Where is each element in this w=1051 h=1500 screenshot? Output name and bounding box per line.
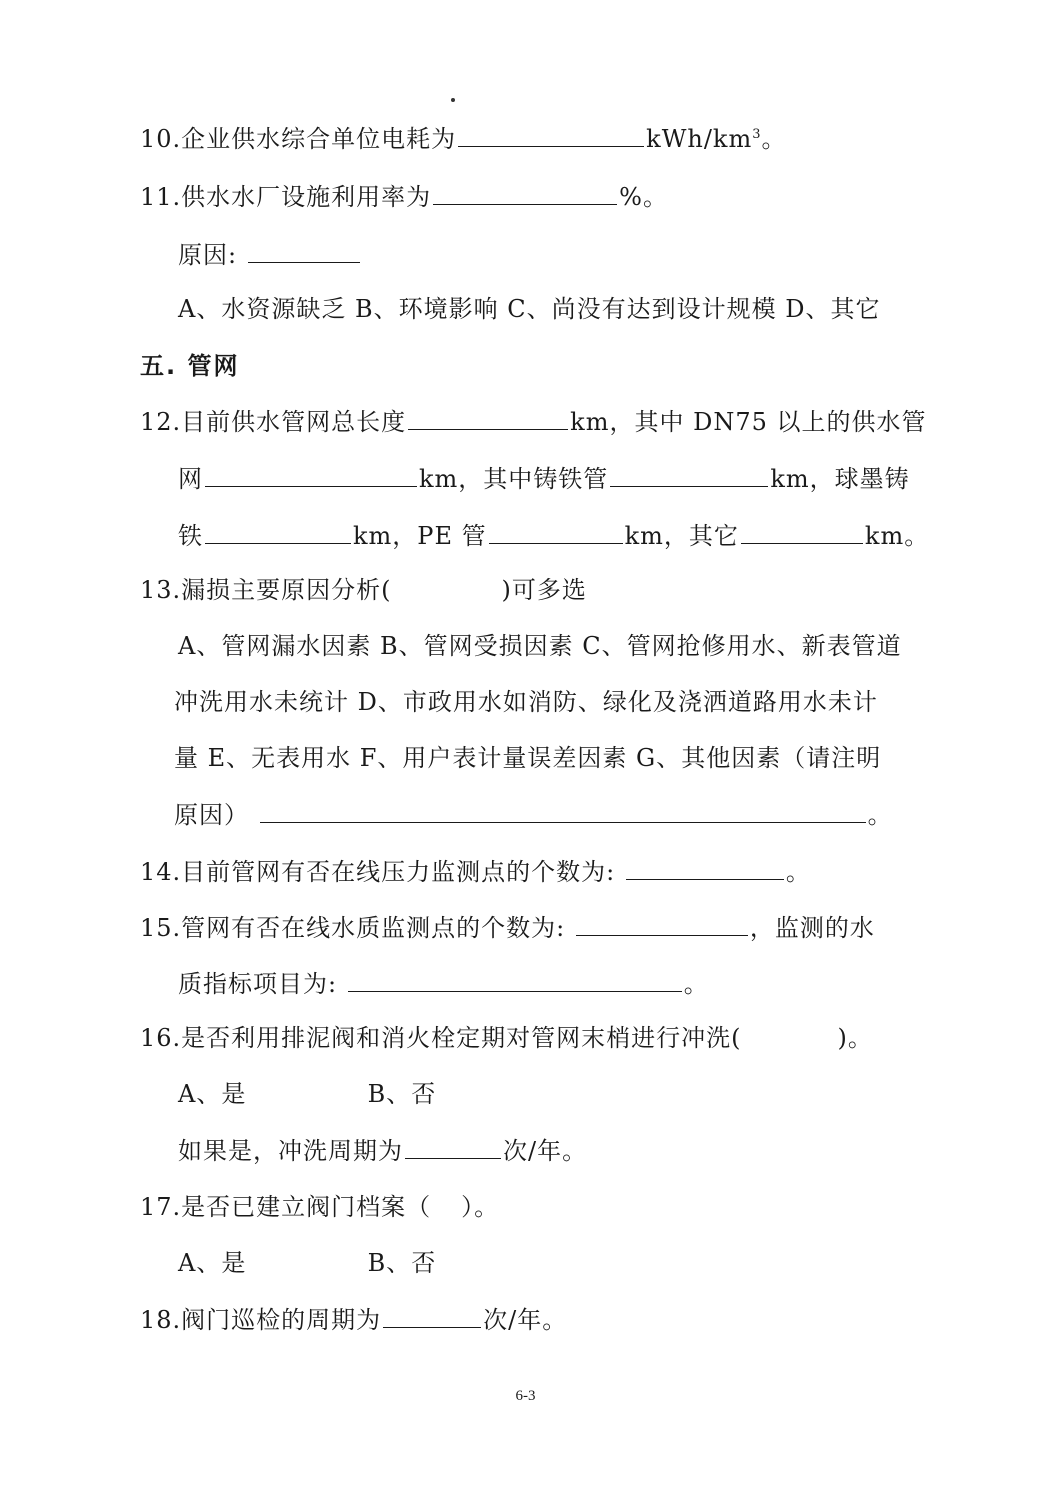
q12-l3-a: km，PE 管 — [353, 522, 487, 550]
q14-blank[interactable] — [626, 855, 784, 880]
q16-options — [178, 1078, 436, 1110]
question-15-line2 — [178, 967, 709, 1000]
q15-text: 15.管网有否在线水质监测点的个数为: — [140, 914, 566, 942]
q13-option-line1 — [178, 630, 902, 662]
q16-if-yes-text: 如果是，冲洗周期为 — [178, 1137, 403, 1165]
q13-option-line4 — [174, 798, 893, 831]
q13-opt4-end: 。 — [867, 801, 893, 829]
q14-end: 。 — [785, 858, 811, 886]
q13-option-line3 — [174, 742, 881, 774]
q11-options-text: A、水资源缺乏 B、环境影响 C、尚没有达到设计规模 D、其它 — [178, 295, 881, 323]
q11-text: 11.供水水厂设施利用率为 — [140, 183, 432, 211]
section-heading-pipe-network — [140, 350, 239, 382]
q16-option-b: B、否 — [367, 1080, 437, 1108]
q11-reason-blank[interactable] — [248, 238, 360, 263]
question-18 — [140, 1303, 567, 1336]
question-14 — [140, 855, 811, 888]
q13-text: 13.漏损主要原因分析( — [140, 576, 392, 604]
q12-l3-b: km，其它 — [624, 522, 739, 550]
q12-l3-c: km。 — [864, 522, 930, 550]
q17-option-a: A、是 — [178, 1249, 247, 1277]
q12-pe-blank[interactable] — [489, 519, 623, 544]
q11-unit: %。 — [619, 183, 668, 211]
q12-text: 12.目前供水管网总长度 — [140, 408, 407, 436]
q17-options — [178, 1247, 436, 1279]
q15-l2: 质指标项目为: — [178, 970, 338, 998]
q13-opt1: A、管网漏水因素 B、管网受损因素 C、管网抢修用水、新表管道 — [178, 632, 902, 660]
q13-option-line2 — [174, 686, 878, 718]
q11-reason-label: 原因: — [178, 241, 238, 269]
question-15 — [140, 911, 875, 944]
q11-reason — [178, 238, 362, 271]
q12-ductile-iron-blank[interactable] — [205, 519, 351, 544]
q10-unit-sup: 3 — [752, 127, 762, 142]
q18-blank[interactable] — [383, 1303, 481, 1328]
question-13 — [140, 574, 587, 606]
question-16 — [140, 1022, 873, 1054]
q12-l1-tail: km，其中 DN75 以上的供水管 — [570, 408, 927, 436]
q15-items-blank[interactable] — [348, 967, 682, 992]
scan-dot — [451, 98, 455, 102]
q12-l2-tail: km，球墨铸 — [770, 465, 910, 493]
q12-l3-head: 铁 — [178, 522, 203, 550]
page-number: 6-3 — [515, 1388, 536, 1404]
q10-end: 。 — [761, 125, 787, 153]
q10-text: 10.企业供水综合单位电耗为 — [140, 125, 457, 153]
q16-option-a: A、是 — [178, 1080, 247, 1108]
q12-l2-mid: km，其中铸铁管 — [419, 465, 609, 493]
q13-opt2: 冲洗用水未统计 D、市政用水如消防、绿化及浇洒道路用水未计 — [174, 688, 878, 716]
q10-unit: kWh/km — [646, 125, 753, 153]
question-10 — [140, 122, 787, 155]
q14-text: 14.目前管网有否在线压力监测点的个数为: — [140, 858, 616, 886]
q18-text: 18.阀门巡检的周期为 — [140, 1306, 382, 1334]
q10-blank[interactable] — [458, 122, 644, 147]
q12-dn75-blank[interactable] — [205, 462, 417, 487]
q15-l2-end: 。 — [683, 970, 709, 998]
q17-tail: ）。 — [461, 1193, 500, 1221]
q11-options — [178, 293, 880, 325]
q17-text: 17.是否已建立阀门档案（ — [140, 1193, 432, 1221]
question-12-line1 — [140, 405, 927, 438]
question-11 — [140, 180, 668, 213]
q16-tail: )。 — [837, 1024, 873, 1052]
question-17 — [140, 1191, 499, 1223]
q12-cast-iron-blank[interactable] — [610, 462, 768, 487]
question-12-line2 — [178, 462, 910, 495]
q13-opt3: 量 E、无表用水 F、用户表计量误差因素 G、其他因素（请注明 — [174, 744, 882, 772]
q11-blank[interactable] — [433, 180, 617, 205]
q13-tail: )可多选 — [501, 576, 587, 604]
q13-other-reason-blank[interactable] — [260, 798, 866, 823]
q12-other-blank[interactable] — [741, 519, 863, 544]
q15-tail: ，监测的水 — [749, 914, 875, 942]
q17-option-b: B、否 — [367, 1249, 437, 1277]
q16-if-yes-unit: 次/年。 — [503, 1137, 588, 1165]
q16-frequency-blank[interactable] — [405, 1134, 501, 1159]
q16-if-yes — [178, 1134, 587, 1167]
q12-total-length-blank[interactable] — [408, 405, 568, 430]
q12-l2-head: 网 — [178, 465, 203, 493]
q15-count-blank[interactable] — [576, 911, 748, 936]
q16-text: 16.是否利用排泥阀和消火栓定期对管网末梢进行冲洗( — [140, 1024, 742, 1052]
q18-unit: 次/年。 — [483, 1306, 568, 1334]
question-12-line3 — [178, 519, 929, 552]
section5-title: 五. 管网 — [140, 352, 240, 380]
q13-opt4: 原因） — [174, 801, 249, 829]
